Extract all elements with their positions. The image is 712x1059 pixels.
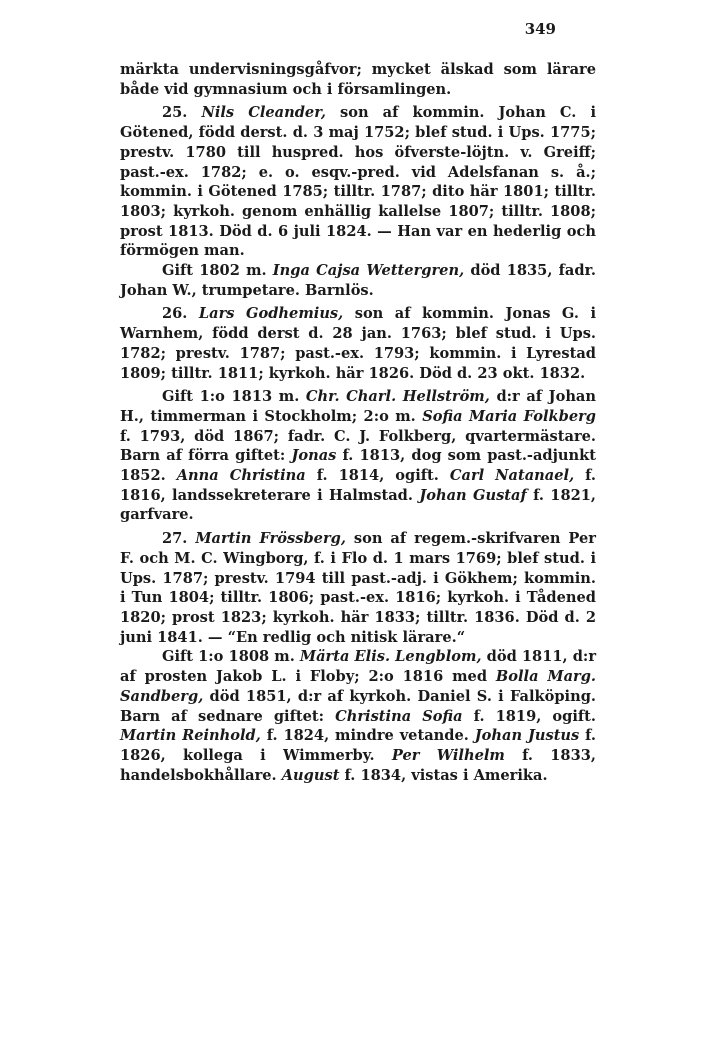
paragraph [120,103,596,261]
text-run: 27. [162,530,196,548]
text-run: 25. [162,104,202,122]
text-run: död 1835, fadr. Johan W., trumpetare. Barnlös. [120,262,596,299]
text-run: f. 1813, dog som past.-adjunkt 1852. [120,447,596,485]
text-run: 26. [162,305,199,323]
text-run: f. 1793, död 1867; fadr. C. J. Folkberg, qvartermästare. Barn af förra giftet: [120,427,596,465]
text-run: f. 1826, kollega i Wimmerby. [120,727,596,764]
text-run: son af regem.-skrifvaren Per F. och M. C. Wingborg, f. i Flo d. 1 mars 1769; blef stud. i Ups. 1787; prestv. 1794 till past.-adj. i Gökhem; kommin. i Tun 1804; tilltr. 1806; past.-ex. 1816; kyrkoh. i Tådened 1820; prost 1823; kyrkoh. här 1833; tilltr. 1836. Död d. 2 juni 1841. — “En redlig och nitisk lärare.“ [120,530,596,646]
text-run: Gift 1:o 1808 m. [162,648,300,666]
italic-name: Martin Reinhold, [120,727,261,745]
italic-name: Carl Natanael, [449,467,575,485]
italic-name: Märta Elis. Lengblom, [299,648,482,666]
italic-name: Nils Cleander, [201,104,326,122]
paragraph [120,261,596,300]
text-run: son af kommin. Johan C. i Götened, född derst. d. 3 maj 1752; blef stud. i Ups. 1775; prestv. 1780 till huspred. hos öfverste-löjtn. v. Greiff; past.-ex. 1782; e. o. esqv.-pred. vid Adelsfanan s. å.; kommin. i Götened 1785; tilltr. 1787; dito här 1801; tilltr. 1803; kyrkoh. genom enhällig kallelse 1807; tilltr. 1808; prost 1813. Död d. 6 juli 1824. — Han var en hederlig och förmögen man. [120,104,596,260]
italic-name: Jonas [291,447,337,465]
italic-name: August [281,766,340,784]
text-run: f. 1816, landssekreterare i Halmstad. [120,467,596,504]
paragraph [120,647,596,785]
body-text [120,60,596,785]
text-run: f. 1819, ogift. [462,707,596,725]
text-run: f. 1834, vistas i Amerika. [339,766,548,784]
text-run: d:r af Johan H., timmerman i Stockholm; 2:o m. [120,388,596,425]
italic-name: Per Wilhelm [391,746,505,764]
italic-name: Johan Gustaf [419,486,527,504]
italic-name: Chr. Charl. Hellström, [305,388,490,406]
italic-name: Inga Cajsa Wettergren, [272,262,465,280]
text-run: son af kommin. Jonas G. i Warnhem, född derst d. 28 jan. 1763; blef stud. i Ups. 1782; prestv. 1787; past.-ex. 1793; kommin. i Lyrestad 1809; tilltr. 1811; kyrkoh. här 1826. Död d. 23 okt. 1832. [120,305,596,382]
text-run: f. 1814, ogift. [305,467,450,485]
text-run: f. 1833, handelsbokhållare. [120,746,596,784]
italic-name: Martin Frössberg, [195,530,346,548]
text-run: Gift 1:o 1813 m. [162,388,306,406]
italic-name: Christina Sofia [335,707,463,725]
italic-name: Sofia Maria Folkberg [422,407,596,425]
italic-name: Lars Godhemius, [198,305,344,323]
paragraph [120,387,596,525]
text-run: Gift 1802 m. [162,262,273,280]
paragraph [120,529,596,647]
italic-name: Bolla Marg. Sandberg, [120,668,596,705]
paragraph [120,304,596,383]
text-run: död 1851, d:r af kyrkoh. Daniel S. i Falköping. Barn af sednare giftet: [120,687,596,725]
italic-name: Anna Christina [176,467,306,485]
text-run: död 1811, d:r af prosten Jakob L. i Floby; 2:o 1816 med [120,648,597,686]
text-run: märkta undervisningsgåfvor; mycket älskad som lärare både vid gymnasium och i församlingen. [120,61,596,98]
paragraph [120,60,596,99]
text-run: f. 1821, garfvare. [120,486,596,524]
text-run: f. 1824, mindre vetande. [260,727,475,745]
italic-name: Johan Justus [474,727,580,745]
page-number: 349 [524,20,556,38]
